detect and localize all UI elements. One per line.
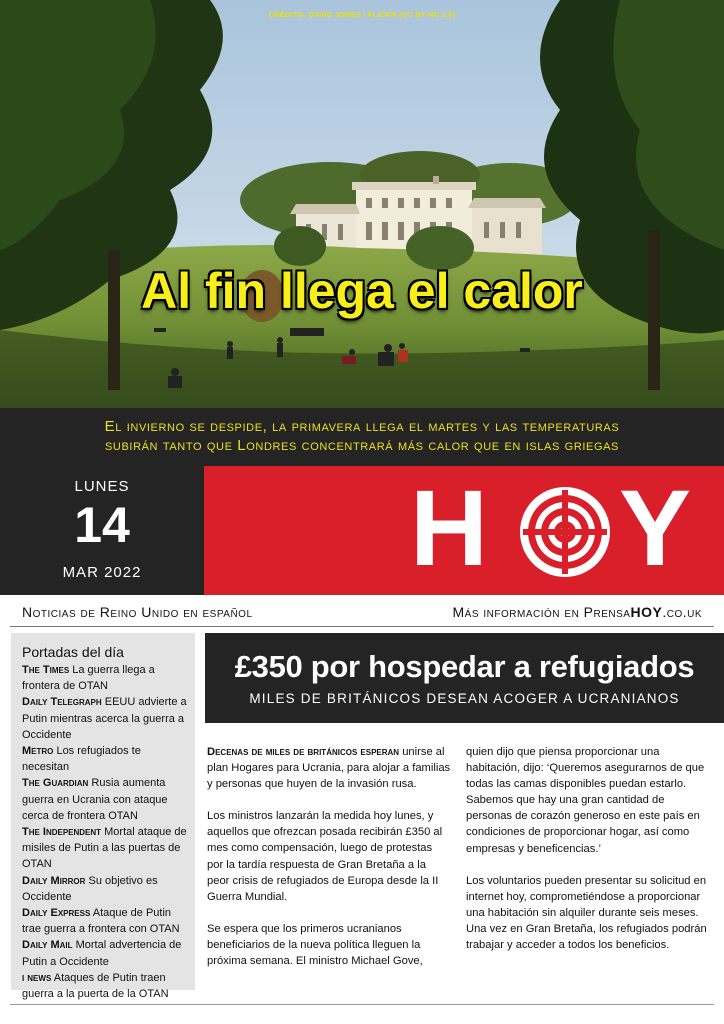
story-header [205, 633, 724, 723]
paper-name: Daily Express [22, 907, 91, 920]
story-column-2 [466, 744, 708, 969]
date-box [0, 466, 204, 595]
paper-name: The Times [22, 664, 70, 676]
day-number: 14 [74, 497, 130, 553]
front-pages-sidebar [11, 633, 195, 1001]
website-bold: HOY [630, 604, 663, 620]
list-item [22, 905, 187, 937]
paper-name: Daily Mirror [22, 874, 86, 887]
main-headline: Al fin llega el calor [141, 263, 583, 319]
target-o-icon [517, 484, 613, 580]
list-item [22, 970, 187, 1002]
hoy-logo [204, 466, 724, 595]
story-paragraph: Los ministros lanzarán la medida hoy lunes, y aquellos que ofrezcan posada recibirán £350 al mes como compensación, luego de protestas por la tardía respuesta de Gran Bretaña a la peor crisis de refugiados de Europa desde la II Guerra Mundial. [207, 810, 443, 903]
website-prefix: Más información en Prensa [452, 604, 631, 620]
paper-name: The Guardian [22, 777, 89, 790]
sidebar-title: Portadas del día [22, 644, 124, 660]
paper-name: i news [22, 971, 52, 984]
list-item [22, 873, 187, 905]
subheadline-line-1: El invierno se despide, la primavera llega el martes y las temperaturas [104, 418, 620, 435]
photo-credit: CRÉDITO: DAVID JONES / FLICKR (CC BY-NC 2.0) [268, 10, 456, 19]
subheadline-line-2: subirán tanto que Londres concentrará más calor que en islas griegas [105, 437, 619, 454]
story-paragraph: Los voluntarios pueden presentar su solicitud en internet hoy, comprometiéndose a proporcionar una habitación sin alquiler durante seis meses. Una vez en Gran Bretaña, los refugiados podrán trabajar y acceder a todos los beneficios. [466, 874, 707, 952]
masthead [204, 466, 724, 595]
website-link[interactable] [453, 604, 702, 620]
website-suffix: .co.uk [662, 604, 702, 620]
paper-name: Metro [22, 745, 54, 758]
list-item [22, 937, 187, 969]
paper-headline: Mortal advertencia de Putin a Occidente [22, 939, 182, 968]
story-paragraph: Se espera que los primeros ucranianos beneficiarios de la nueva política lleguen la próxima semana. El ministro Michael Gove, [207, 922, 423, 968]
hero-photo [0, 0, 724, 408]
list-item [22, 775, 187, 824]
story-column-1 [207, 744, 451, 985]
tagline-left: Noticias de Reino Unido en español [22, 604, 253, 620]
bottom-divider [10, 1004, 714, 1005]
paper-headline: EEUU advierte a Putin mientras acerca la guerra a Occidente [22, 696, 187, 741]
list-item [22, 824, 187, 873]
paper-headline: Mortal ataque de misiles de Putin a las puertas de OTAN [22, 826, 187, 871]
logo-letter-y: Y [619, 467, 692, 588]
paper-name: The Independent [22, 826, 102, 839]
story-paragraph: quien dijo que piensa proporcionar una habitación, dijo: ‘Queremos asegurarnos de que todas las camas disponibles puedan estarlo. Sabemos que hay una gran cantidad de personas de corazón generoso en este país en condiciones de proporcionar hogar, así como empresas y beneficencias.’ [466, 746, 705, 855]
subheadline-band [0, 408, 724, 466]
story-lead: Decenas de miles de británicos esperan [207, 746, 400, 758]
story-paragraph [207, 744, 451, 792]
month-year: MAR 2022 [62, 564, 142, 581]
tagline [22, 604, 702, 624]
paper-headline: Rusia aumenta guerra en Ucrania con ataque cerca de frontera OTAN [22, 777, 168, 822]
paper-headline: Ataques de Putin traen guerra a la puerta de la OTAN [22, 971, 169, 1001]
paper-name: Daily Mail [22, 939, 73, 952]
paper-headline: La guerra llega a frontera de OTAN [22, 664, 155, 693]
story-title: £350 por hospedar a refugiados [234, 649, 695, 684]
paper-name: Daily Telegraph [22, 696, 102, 709]
logo-letter-h: H [410, 467, 488, 588]
weekday: LUNES [74, 478, 130, 495]
story-subtitle: MILES DE BRITÁNICOS DESEAN ACOGER A UCRANIANOS [249, 691, 680, 706]
story-text: unirse al plan Hogares para Ucrania, para alojar a familias y personas que huyen de la invasión rusa. [207, 746, 451, 791]
list-item [22, 694, 187, 743]
list-item [22, 662, 187, 694]
paper-headline: Los refugiados te necesitan [22, 745, 141, 774]
list-item [22, 743, 187, 775]
paper-headline: Ataque de Putin trae guerra a frontera con OTAN [22, 907, 180, 936]
park-mansion-illustration [0, 0, 724, 408]
divider-line [10, 626, 714, 627]
paper-headline: Su objetivo es Occidente [22, 874, 158, 903]
